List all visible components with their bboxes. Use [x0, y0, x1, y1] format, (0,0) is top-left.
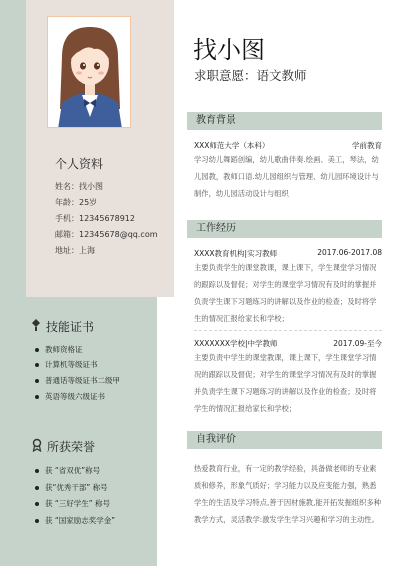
skills-header [30, 318, 94, 335]
honors-header [31, 438, 95, 455]
profile-address: 地址：上海 [55, 246, 95, 255]
skill-item [35, 359, 98, 370]
honor-item [35, 515, 115, 526]
resume-name: 找小图 [193, 36, 265, 64]
education-title: 教育背景 [196, 115, 236, 126]
profile-email: 邮箱：12345678@qq.com [55, 230, 158, 239]
job-intent: 求职意愿：语文教师 [194, 68, 307, 83]
honor-label: 获 “省双优”称号 [45, 466, 101, 475]
honor-label: 获 “三好学生” 称号 [45, 499, 111, 508]
job-description: 主要负责学生的课堂教课，课上课下，学生课堂学习情况的跟踪以及督促；对学生的课堂学习情况有及时的掌握并负责学生课下习题练习的讲解以及作业的检查；及时将学生的情况汇报给家长和学校； [194, 263, 377, 323]
bullet-icon [35, 395, 39, 399]
honor-label: 获“优秀干部” 称号 [45, 483, 108, 492]
bullet-icon [35, 469, 39, 473]
bullet-icon [35, 363, 39, 367]
self-eval-description: 热爱教育行业，有一定的教学经验，具备做老师的专业素质和修养，形象气质好；学习能力以及应变能力强，熟悉学生的生活及学习特点,善于因材施教,能开拓发掘组织多种教学方式，灵活教学:激发学生学习兴趣和学习的主动性。 [194, 464, 382, 524]
honor-item [35, 482, 108, 493]
skill-label: 计算机等级证书 [45, 360, 98, 369]
honor-label: 获 “国家励志奖学金” [45, 516, 116, 525]
job-row [194, 338, 382, 349]
job-row [194, 248, 382, 259]
skill-label: 教师资格证 [45, 345, 83, 354]
job-description: 主要负责中学生的课堂教课，课上课下，学生课堂学习情况的跟踪以及督促；对学生的课堂学习情况有及时的掌握并负责学生课下习题练习的讲解以及作业的检查；及时将学生的情况汇报给家长和学校； [194, 353, 377, 413]
profile-name: 姓名：找小图 [55, 182, 103, 191]
skill-item [35, 391, 105, 402]
profile-photo [47, 16, 131, 128]
certificate-icon [30, 318, 42, 335]
education-description: 学习幼儿舞蹈创编，幼儿歌曲伴奏.绘画、美工，琴法，幼儿园教，教师口语.幼儿园组织与管理、幼儿园环境设计与制作，幼儿园活动设计与组织 [194, 155, 379, 198]
self-eval-title: 自我评价 [196, 434, 236, 445]
profile-age: 年龄：25岁 [55, 198, 98, 207]
honor-item [35, 465, 100, 476]
job-divider [194, 330, 382, 331]
award-icon [31, 438, 43, 455]
profile-phone: 手机：12345678912 [55, 214, 135, 223]
job-org: XXXX教育机构|实习教师 [194, 249, 278, 258]
skills-title: 技能证书 [46, 320, 95, 334]
profile-title: 个人资料 [55, 157, 104, 171]
job-period: 2017.06-2017.08 [317, 248, 382, 257]
school-name: XXX师范大学（本科） [194, 141, 270, 150]
education-row [194, 140, 382, 151]
honors-title: 所获荣誉 [47, 440, 96, 454]
skill-item [35, 344, 83, 355]
bullet-icon [35, 486, 39, 490]
skill-label: 英语等级六级证书 [45, 392, 105, 401]
bullet-icon [35, 502, 39, 506]
avatar-illustration [48, 17, 131, 128]
job-period: 2017.09-至今 [333, 339, 382, 348]
bullet-icon [35, 348, 39, 352]
honor-item [35, 498, 110, 509]
bullet-icon [35, 519, 39, 523]
skill-item [35, 375, 120, 386]
major-name: 学前教育 [352, 141, 382, 150]
bullet-icon [35, 379, 39, 383]
work-title: 工作经历 [196, 223, 236, 234]
skill-label: 普通话等级证书二级甲 [45, 376, 120, 385]
job-org: XXXXXXX学校|中学教师 [194, 339, 278, 348]
